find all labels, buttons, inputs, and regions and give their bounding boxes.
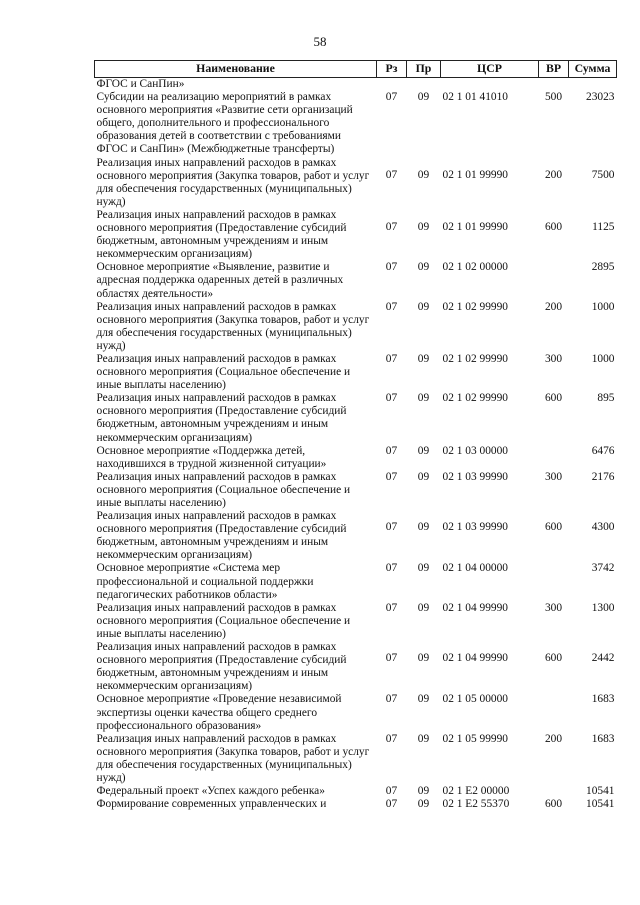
header-pr: Пр (407, 61, 441, 78)
row-pr: 09 (417, 693, 430, 706)
row-name: Основное мероприятие «Выявление, развитие и адресная поддержка одаренных детей в различных областях деятельности» (96, 261, 344, 300)
row-pr: 09 (417, 652, 430, 665)
table-header-row (95, 61, 617, 78)
table-row (95, 261, 617, 300)
row-name: Реализация иных направлений расходов в рамках основного мероприятия (Закупка товаров, работ и услуг для обеспечения государственных (муниципальных) нужд) (96, 156, 370, 208)
row-sum: 3742 (591, 562, 615, 575)
row-rz: 07 (385, 562, 398, 575)
row-rz: 07 (385, 444, 398, 457)
table-row (95, 78, 617, 92)
row-name: Формирование современных управленческих и (96, 798, 327, 811)
row-vr: 600 (544, 392, 563, 405)
row-name: Реализация иных направлений расходов в рамках основного мероприятия (Предоставление субсидий бюджетным, автономным учреждениям и иным некоммерческим организациям) (96, 641, 347, 693)
table-row (95, 301, 617, 353)
row-sum: 2442 (591, 652, 615, 665)
row-rz: 07 (385, 732, 398, 745)
row-rz: 07 (385, 601, 398, 614)
row-rz: 07 (385, 470, 398, 483)
row-csr: 02 1 03 99990 (442, 521, 508, 534)
row-sum: 1683 (591, 693, 615, 706)
row-sum: 1000 (591, 300, 615, 313)
budget-table (94, 60, 617, 811)
row-sum: 10541 (586, 798, 615, 811)
table-row (95, 91, 617, 156)
row-name: Реализация иных направлений расходов в рамках основного мероприятия (Социальное обеспечение и иные выплаты населению) (96, 470, 351, 509)
row-csr: 02 1 02 00000 (442, 261, 508, 274)
row-vr: 600 (544, 798, 563, 811)
row-rz: 07 (385, 693, 398, 706)
row-vr: 200 (544, 168, 563, 181)
row-name: Реализация иных направлений расходов в рамках основного мероприятия (Предоставление субсидий бюджетным, автономным учреждениям и иным некоммерческим организациям) (96, 208, 347, 261)
row-vr (539, 78, 569, 92)
row-rz (377, 78, 407, 92)
row-rz: 07 (385, 392, 398, 405)
row-csr (441, 78, 539, 92)
row-vr (539, 445, 569, 471)
row-csr: 02 1 04 99990 (442, 652, 508, 665)
row-csr: 02 1 05 99990 (442, 732, 508, 745)
row-pr: 09 (417, 91, 430, 104)
row-pr: 09 (417, 732, 430, 745)
row-name: Основное мероприятие «Система мер профессиональной и социальной поддержки педагогических работников области» (96, 562, 314, 601)
row-sum: 1683 (591, 732, 615, 745)
table-row (95, 641, 617, 693)
row-sum: 895 (597, 392, 615, 405)
row-pr: 09 (417, 392, 430, 405)
row-vr: 600 (544, 220, 563, 233)
row-pr: 09 (417, 562, 430, 575)
row-pr: 09 (417, 220, 430, 233)
row-csr: 02 1 02 99990 (442, 300, 508, 313)
row-pr: 09 (417, 521, 430, 534)
row-name: Реализация иных направлений расходов в рамках основного мероприятия (Предоставление субсидий бюджетным, автономным учреждениям и иным некоммерческим организациям) (96, 392, 347, 444)
row-rz: 07 (385, 798, 398, 811)
row-pr (407, 78, 441, 92)
row-pr: 09 (417, 352, 430, 365)
header-rz: Рз (377, 61, 407, 78)
table-row (95, 798, 617, 811)
row-rz: 07 (385, 91, 398, 104)
row-sum: 7500 (591, 168, 615, 181)
row-name: Федеральный проект «Успех каждого ребенка» (96, 785, 325, 798)
row-pr: 09 (417, 444, 430, 457)
table-row (95, 392, 617, 444)
header-name: Наименование (95, 61, 377, 78)
row-rz: 07 (385, 785, 398, 798)
row-sum (569, 78, 617, 92)
row-sum: 4300 (591, 521, 615, 534)
row-pr: 09 (417, 785, 430, 798)
row-csr: 02 1 02 99990 (442, 352, 508, 365)
row-rz: 07 (385, 261, 398, 274)
row-sum: 1300 (591, 601, 615, 614)
header-vr: ВР (539, 61, 569, 78)
row-csr: 02 1 01 99990 (442, 220, 508, 233)
table-row (95, 157, 617, 209)
row-rz: 07 (385, 521, 398, 534)
header-csr: ЦСР (441, 61, 539, 78)
table-row (95, 562, 617, 601)
row-vr: 600 (544, 652, 563, 665)
row-sum: 6476 (591, 444, 615, 457)
row-sum: 1125 (592, 220, 615, 233)
table-row (95, 471, 617, 510)
row-pr: 09 (417, 300, 430, 313)
row-vr (539, 261, 569, 300)
row-sum: 2895 (591, 261, 615, 274)
row-vr: 300 (544, 601, 563, 614)
row-rz: 07 (385, 300, 398, 313)
row-rz: 07 (385, 352, 398, 365)
row-rz: 07 (385, 652, 398, 665)
row-csr: 02 1 E2 00000 (442, 785, 510, 798)
table-row (95, 733, 617, 785)
row-sum: 2176 (591, 470, 615, 483)
row-vr (539, 693, 569, 732)
row-name: Субсидии на реализацию мероприятий в рамках основного мероприятия «Развитие сети организаций общего, дополнительного и профессионального образования детей в соответствии с требованиями ФГОС и СанПин» (Межбюджетные трансферты) (96, 91, 353, 156)
row-pr: 09 (417, 168, 430, 181)
table-row (95, 353, 617, 392)
table-row (95, 209, 617, 261)
row-vr (539, 785, 569, 798)
row-pr: 09 (417, 470, 430, 483)
row-csr: 02 1 05 00000 (442, 693, 508, 706)
row-csr: 02 1 04 00000 (442, 562, 508, 575)
row-csr: 02 1 04 99990 (442, 601, 508, 614)
row-sum: 23023 (586, 91, 615, 104)
table-row (95, 510, 617, 562)
table-row (95, 785, 617, 798)
row-sum: 1000 (591, 352, 615, 365)
row-pr: 09 (417, 601, 430, 614)
row-csr: 02 1 03 00000 (442, 444, 508, 457)
row-name: Реализация иных направлений расходов в рамках основного мероприятия (Закупка товаров, работ и услуг для обеспечения государственных (муниципальных) нужд) (96, 300, 370, 352)
table-row (95, 602, 617, 641)
row-vr: 200 (544, 300, 563, 313)
row-rz: 07 (385, 220, 398, 233)
row-name: ФГОС и СанПин» (96, 78, 185, 90)
page-number: 58 (313, 34, 327, 49)
row-vr: 200 (544, 732, 563, 745)
table-row (95, 693, 617, 732)
row-name: Основное мероприятие «Поддержка детей, находившихся в трудной жизненной ситуации» (96, 444, 327, 470)
row-vr: 500 (544, 91, 563, 104)
row-pr: 09 (417, 798, 430, 811)
row-csr: 02 1 02 99990 (442, 392, 508, 405)
row-vr (539, 562, 569, 601)
header-sum: Сумма (569, 61, 617, 78)
row-csr: 02 1 03 99990 (442, 470, 508, 483)
row-rz: 07 (385, 168, 398, 181)
row-name: Реализация иных направлений расходов в рамках основного мероприятия (Закупка товаров, работ и услуг для обеспечения государственных (муниципальных) нужд) (96, 732, 370, 784)
row-name: Реализация иных направлений расходов в рамках основного мероприятия (Предоставление субсидий бюджетным, автономным учреждениям и иным некоммерческим организациям) (96, 510, 347, 562)
row-vr: 300 (544, 470, 563, 483)
row-vr: 300 (544, 352, 563, 365)
table-row (95, 445, 617, 471)
row-csr: 02 1 E2 55370 (442, 798, 510, 811)
row-sum: 10541 (586, 785, 615, 798)
row-csr: 02 1 01 41010 (442, 91, 508, 104)
row-name: Основное мероприятие «Проведение независимой экспертизы оценки качества общего среднего профессионального образования» (96, 693, 342, 732)
row-vr: 600 (544, 521, 563, 534)
row-pr: 09 (417, 261, 430, 274)
row-name: Реализация иных направлений расходов в рамках основного мероприятия (Социальное обеспечение и иные выплаты населению) (96, 352, 351, 392)
row-name: Реализация иных направлений расходов в рамках основного мероприятия (Социальное обеспечение и иные выплаты населению) (96, 601, 351, 640)
row-csr: 02 1 01 99990 (442, 168, 508, 181)
